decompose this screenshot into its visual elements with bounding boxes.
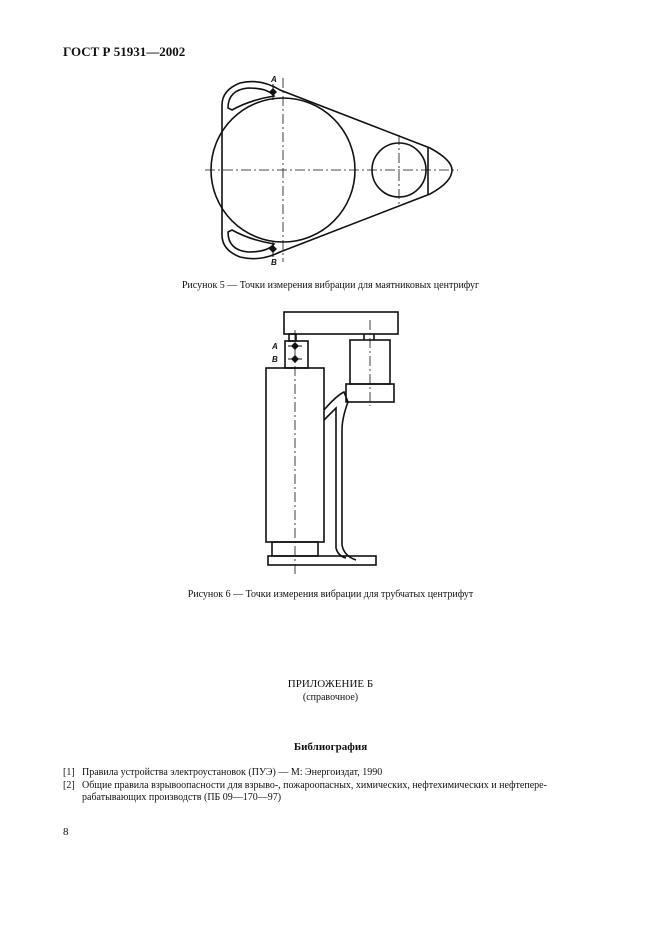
bibliography-title: Библиография <box>293 741 368 753</box>
fig6-point-b-marker <box>288 355 302 363</box>
document-header: ГОСТ Р 51931—2002 <box>63 44 186 59</box>
figure-6-drawing <box>0 300 661 580</box>
ref-number: [2] <box>63 780 75 791</box>
bibliography-ref <box>63 780 608 804</box>
fig6-label-b: B <box>272 355 278 364</box>
ref-number: [1] <box>63 767 75 778</box>
fig6-top-beam <box>284 312 398 334</box>
bibliography-ref <box>63 767 608 779</box>
figure-5-drawing <box>0 0 661 280</box>
fig6-point-a-marker <box>288 342 302 350</box>
figure-6-caption: Рисунок 6 — Точки измерения вибрации для трубчатых центрифут <box>187 589 474 600</box>
appendix-title: ПРИЛОЖЕНИЕ Б <box>287 678 374 690</box>
fig5-label-b: B <box>271 258 277 267</box>
fig6-label-a: A <box>272 342 278 351</box>
fig5-label-a: A <box>271 75 277 84</box>
figure-5-caption: Рисунок 5 — Точки измерения вибрации для маятниковых центрифуг <box>181 280 480 291</box>
ref-text: Общие правила взрывоопасности для взрыво-, пожароопасных, химических, нефтехимических и нефтепере-рабатывающих производств (ПБ 09—170—97) <box>82 780 547 803</box>
fig6-frame <box>324 392 356 560</box>
ref-text: Правила устройства электроустановок (ПУЭ) — М: Энергоиздат, 1990 <box>82 767 383 778</box>
fig6-base-plate <box>268 556 376 565</box>
page-number: 8 <box>63 826 69 838</box>
appendix-subtitle: (справочное) <box>302 692 359 703</box>
